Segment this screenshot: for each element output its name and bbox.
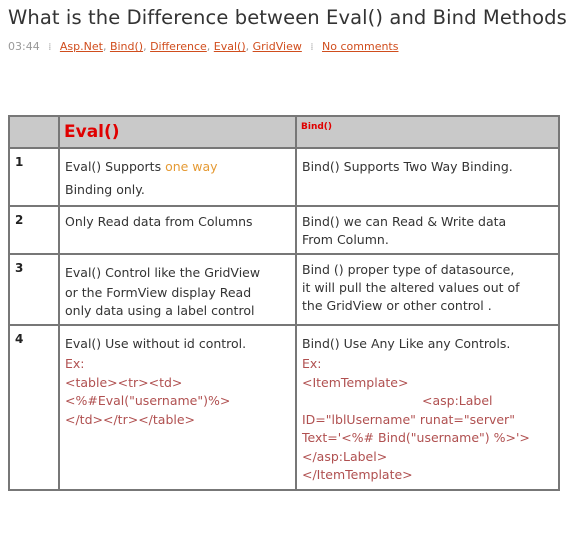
post-time: 03:44 bbox=[8, 40, 40, 53]
code-line: ID="lblUsername" runat="server" bbox=[302, 411, 515, 427]
eval-text-line: Only Read data from Columns bbox=[65, 214, 253, 229]
code-line: </td></tr></table> bbox=[65, 411, 196, 427]
code-line: </ItemTemplate> bbox=[302, 467, 413, 482]
bind-text-line: Bind() Supports Two Way Binding. bbox=[302, 159, 513, 174]
eval-text-line: Eval() Use without id control. bbox=[65, 336, 247, 351]
highlight-text: one way bbox=[165, 159, 218, 174]
eval-cell bbox=[59, 254, 296, 325]
post-title: What is the Difference between Eval() and Bind Methods bbox=[8, 6, 567, 29]
bind-text-line: Bind () proper type of datasource, bbox=[302, 262, 515, 277]
code-line: Text='<%# Bind("username") %>'> bbox=[302, 430, 530, 445]
bind-text-line: it will pull the altered values out of bbox=[302, 280, 520, 295]
header-num bbox=[9, 116, 59, 148]
bind-cell bbox=[296, 148, 559, 206]
table-row bbox=[9, 325, 559, 490]
post-meta: 03:44 ⁞ Asp.Net, Bind(), Difference, Eval(), GridView ⁞ No comments bbox=[8, 40, 399, 53]
bind-cell bbox=[296, 325, 559, 490]
code-line: <table><tr><td> bbox=[65, 374, 183, 390]
row-number: 2 bbox=[9, 206, 59, 254]
code-line: <%#Eval("username")%> bbox=[65, 393, 231, 408]
eval-text-line: Eval() Supports one way bbox=[65, 159, 218, 174]
tag-link-difference[interactable]: Difference bbox=[150, 40, 207, 53]
tag-link-bind[interactable]: Bind() bbox=[109, 40, 144, 53]
table-header-row bbox=[9, 116, 559, 148]
table-row bbox=[9, 254, 559, 325]
code-line: <asp:Label bbox=[422, 393, 493, 408]
code-line: <ItemTemplate> bbox=[302, 374, 409, 390]
meta-separator: ⁞ bbox=[310, 42, 314, 53]
tag-link-gridview[interactable]: GridView bbox=[252, 40, 302, 53]
bind-cell bbox=[296, 254, 559, 325]
table-row bbox=[9, 206, 559, 254]
eval-cell bbox=[59, 325, 296, 490]
bind-text-line: From Column. bbox=[302, 232, 389, 247]
comments-link[interactable]: No comments bbox=[322, 40, 399, 53]
eval-text-line: or the FormView display Read bbox=[65, 285, 252, 300]
example-label: Ex: bbox=[302, 356, 322, 371]
row-number: 1 bbox=[9, 148, 59, 206]
bind-text-line: Bind() we can Read & Write data bbox=[302, 214, 507, 229]
eval-cell bbox=[59, 148, 296, 206]
bind-text-line: the GridView or other control . bbox=[302, 298, 492, 313]
header-bind: Bind() bbox=[296, 116, 559, 148]
eval-text-line: Eval() Control like the GridView bbox=[65, 265, 261, 280]
row-number: 3 bbox=[9, 254, 59, 325]
example-label: Ex: bbox=[65, 356, 85, 371]
tag-link-eval[interactable]: Eval() bbox=[213, 40, 246, 53]
meta-separator: ⁞ bbox=[48, 42, 52, 53]
row-number: 4 bbox=[9, 325, 59, 490]
tag-link-aspnet[interactable]: Asp.Net bbox=[59, 40, 103, 53]
code-line: </asp:Label> bbox=[302, 448, 388, 464]
bind-text-line: Bind() Use Any Like any Controls. bbox=[302, 336, 511, 351]
eval-text-line: Binding only. bbox=[65, 182, 145, 197]
eval-cell bbox=[59, 206, 296, 254]
header-eval: Eval() bbox=[59, 116, 296, 148]
table-row bbox=[9, 148, 559, 206]
bind-cell bbox=[296, 206, 559, 254]
comparison-table bbox=[8, 115, 560, 491]
eval-text-line: only data using a label control bbox=[65, 303, 255, 318]
